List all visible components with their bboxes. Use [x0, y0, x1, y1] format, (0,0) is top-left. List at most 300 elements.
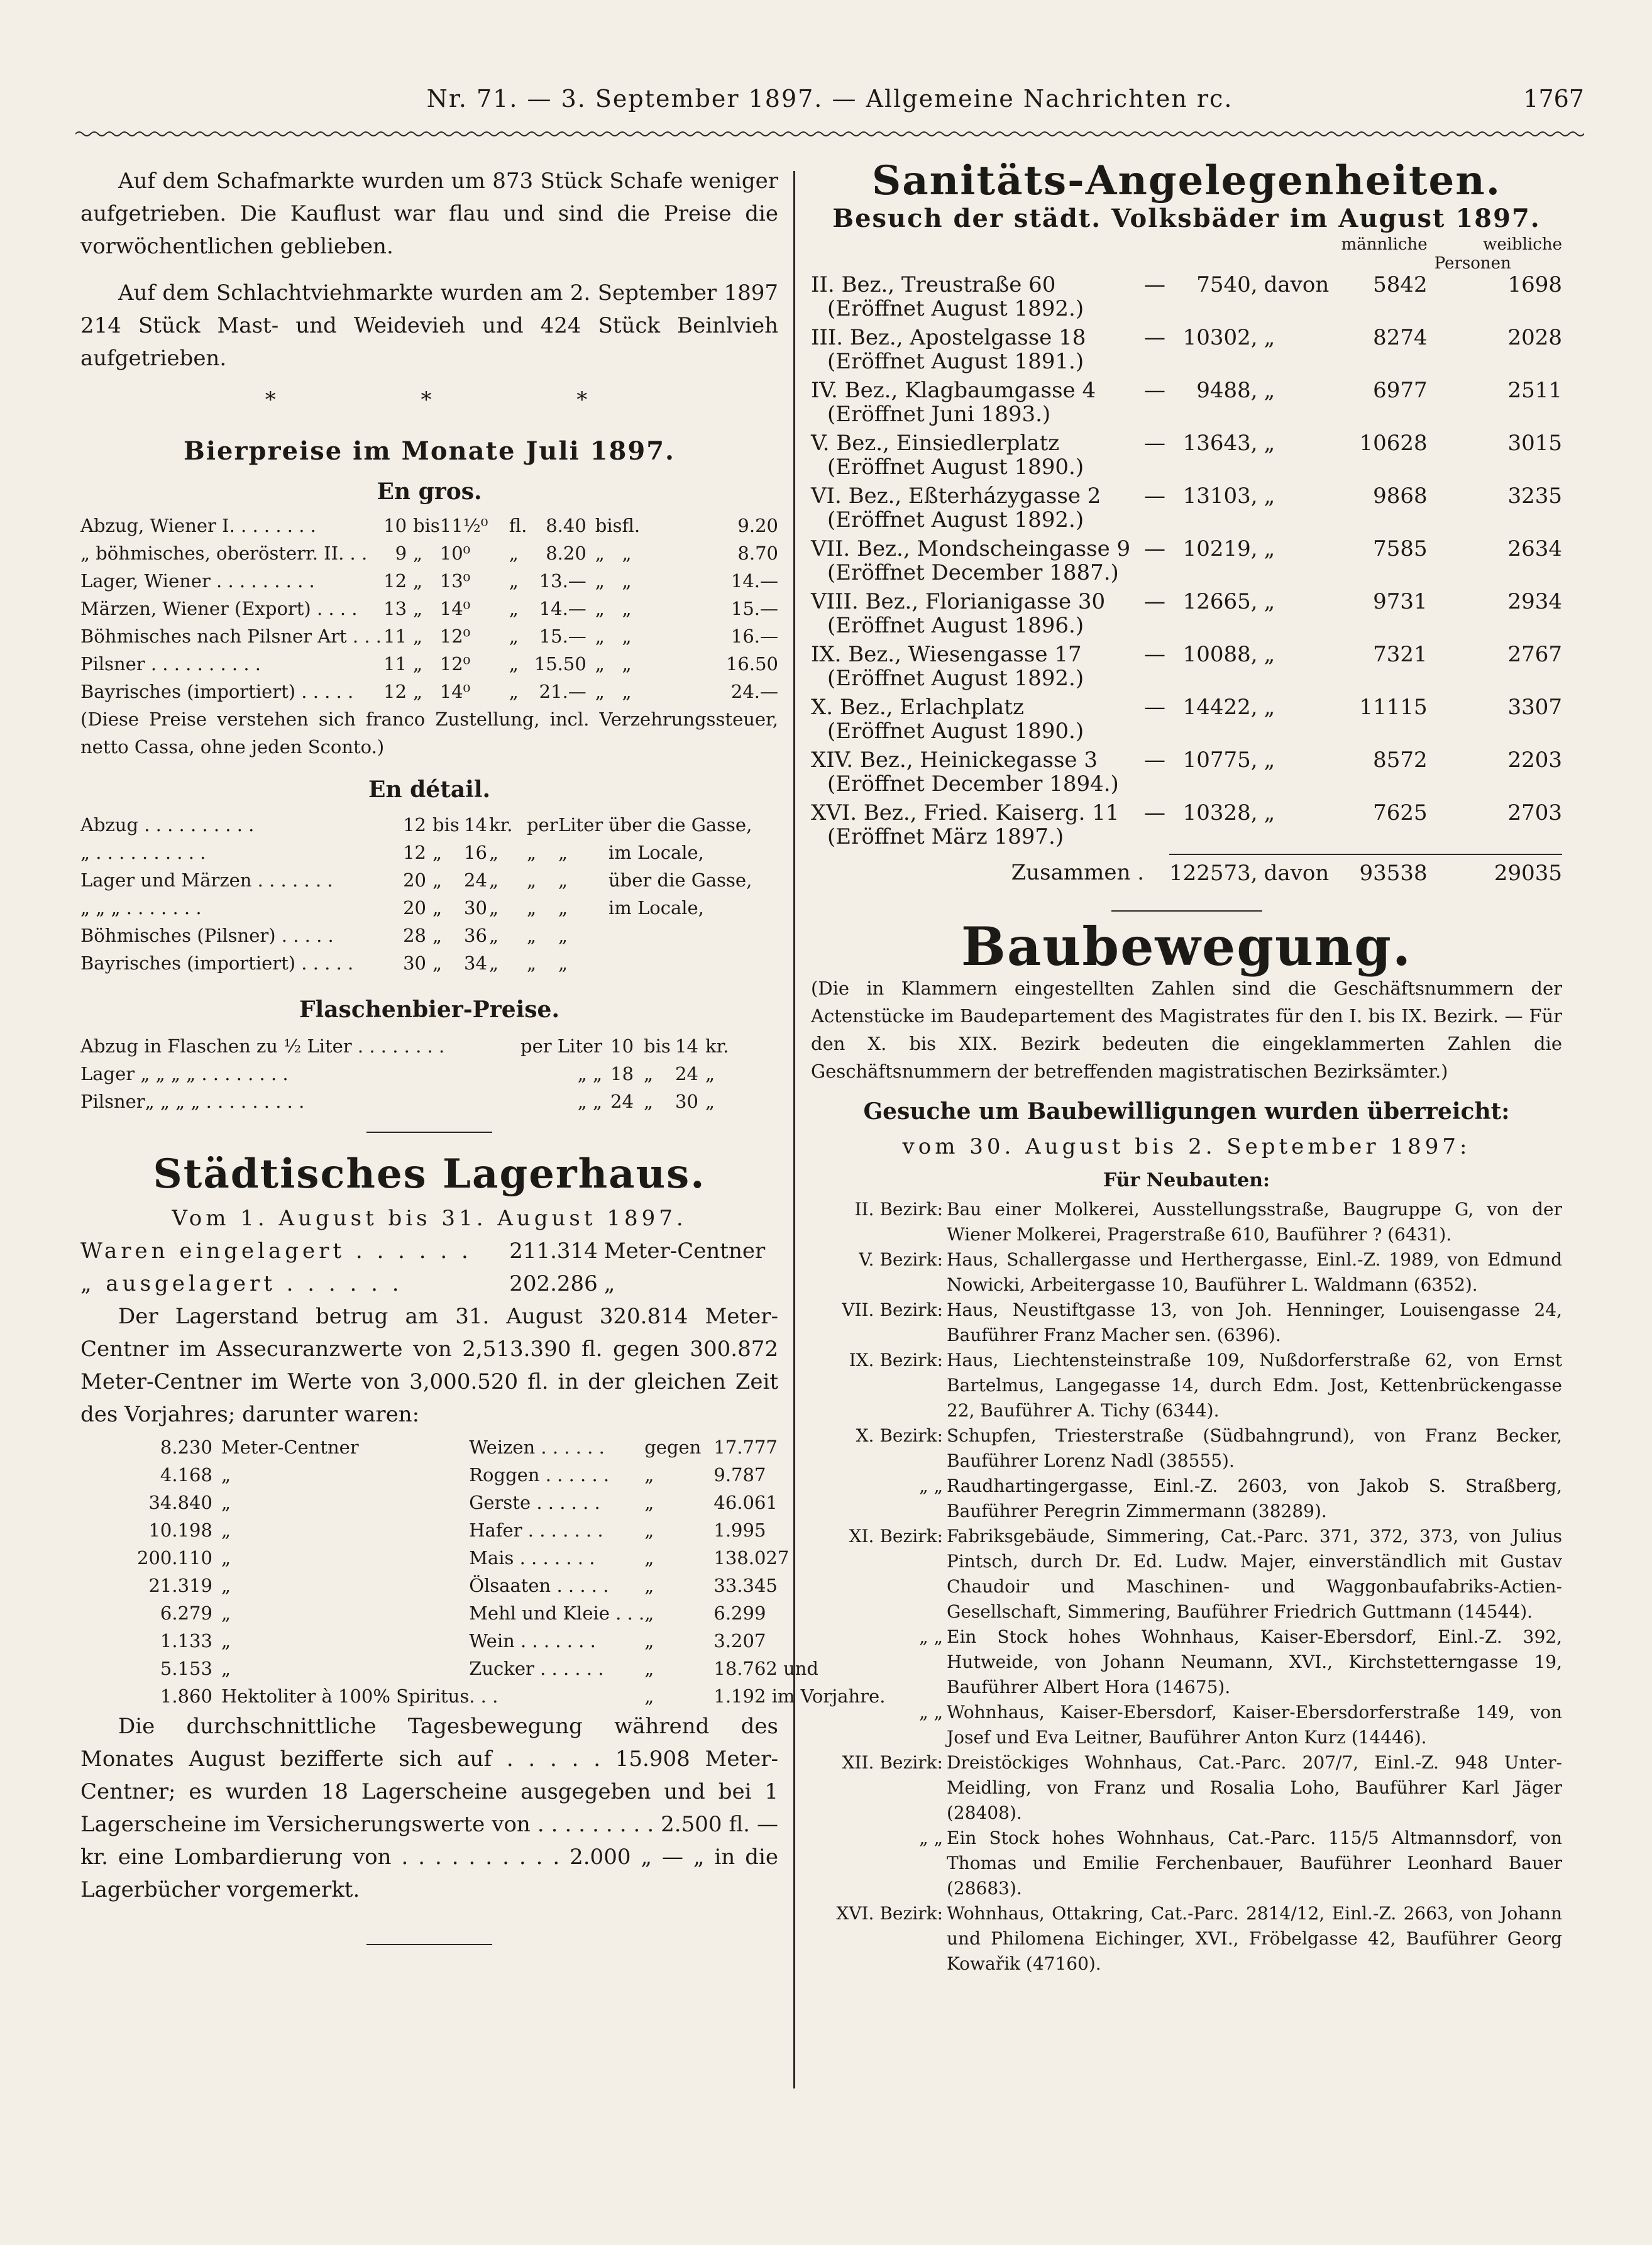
detail-row — [80, 949, 778, 977]
commodity: Gerste . . . . . . — [469, 1492, 600, 1513]
price-from: 12 — [403, 814, 426, 836]
bath-row — [811, 748, 1562, 772]
building-entry — [811, 1901, 1562, 1977]
price-from: 18 — [610, 1063, 634, 1084]
col-persons-header: Personen — [1434, 254, 1511, 273]
compare: gegen — [644, 1437, 702, 1458]
visitors-female: 1698 — [1507, 272, 1562, 297]
per-liter: „ „ — [577, 1063, 603, 1084]
bath-row — [811, 801, 1562, 825]
davon: davon — [1264, 272, 1330, 297]
beer-prices-title: Bierpreise im Monate Juli 1897. — [184, 436, 675, 466]
bath-opened: (Eröffnet August 1892.) — [827, 666, 1084, 691]
stored-out-label: „ ausgelagert . . . . . . — [80, 1271, 403, 1296]
building-entry — [811, 1524, 1562, 1624]
unit: „ — [558, 952, 568, 974]
previous-year: 138.027 — [713, 1547, 790, 1569]
degree-from: 10 — [383, 515, 407, 536]
price-to: 34 — [464, 952, 487, 974]
quantity: 6.279 — [160, 1602, 212, 1624]
currency: „ — [705, 1063, 715, 1084]
bis: „ — [413, 570, 423, 592]
stored-in-unit: Meter-Centner — [603, 1238, 766, 1264]
detail-row — [80, 866, 778, 894]
commodity-row — [137, 1461, 885, 1489]
commodity: Wein . . . . . . . — [469, 1630, 596, 1652]
engros-row — [80, 567, 778, 595]
price-to: 24 — [675, 1063, 698, 1084]
degree-from: 12 — [383, 681, 407, 702]
bis: bis — [432, 814, 460, 836]
degree-to: 12⁰ — [439, 626, 471, 647]
price-to: 16.— — [730, 626, 778, 647]
column-divider — [793, 171, 795, 2088]
unit: „ — [221, 1520, 231, 1541]
currency: fl. — [509, 515, 527, 536]
detail-row — [80, 811, 778, 839]
visitors-female: 2634 — [1507, 536, 1562, 561]
price-from: 12 — [403, 842, 426, 863]
engros-row — [80, 650, 778, 678]
bis: „ — [413, 598, 423, 619]
quantity: 200.110 — [137, 1547, 212, 1569]
visitors-male: 9731 — [1373, 589, 1428, 614]
sum-label: Zusammen . — [1011, 860, 1144, 885]
unit: „ — [558, 869, 568, 891]
currency: „ — [622, 653, 632, 675]
bath-opened: (Eröffnet August 1890.) — [827, 455, 1084, 480]
commodity-row — [137, 1489, 885, 1516]
stored-out-unit: „ — [603, 1271, 615, 1296]
commodity-row — [137, 1572, 885, 1599]
visitors-male: 7321 — [1373, 642, 1428, 667]
bath-location: VIII. Bez., Florianigasse 30 — [811, 589, 1106, 614]
previous-year: 18.762 und — [713, 1658, 818, 1679]
bis: „ — [644, 1091, 654, 1112]
building-entry — [811, 1423, 1562, 1474]
engros-row — [80, 512, 778, 539]
currency: „ — [622, 681, 632, 702]
engros-table — [80, 512, 778, 705]
degree-to: 13⁰ — [439, 570, 471, 592]
bath-opened-row — [811, 402, 1562, 431]
compare: „ — [644, 1575, 654, 1596]
visitors-total: 7540, — [1196, 272, 1258, 297]
previous-year: 3.207 — [713, 1630, 766, 1652]
currency: kr. — [489, 814, 513, 836]
bath-sum-row — [811, 854, 1562, 885]
bath-opened-row — [811, 455, 1562, 484]
davon: „ — [1264, 378, 1275, 403]
commodity-row — [137, 1544, 885, 1572]
visitors-female: 3015 — [1507, 431, 1562, 456]
district: IX. Bezirk: — [849, 1350, 943, 1371]
sale-place — [608, 922, 778, 949]
right-column — [811, 157, 1562, 1977]
building-period: vom 30. August bis 2. September 1897: — [902, 1134, 1471, 1159]
bath-opened: (Eröffnet December 1894.) — [827, 771, 1119, 797]
commodity-row — [137, 1627, 885, 1655]
visitors-total: 14422, — [1182, 695, 1258, 720]
commodity: Ölsaaten . . . . . — [469, 1575, 609, 1596]
bis: „ — [413, 681, 423, 702]
beer-type: Pilsner . . . . . . . . . . — [80, 653, 262, 675]
visitors-female: 2203 — [1507, 747, 1562, 773]
davon: „ — [1264, 800, 1275, 825]
commodity-table — [137, 1433, 885, 1710]
entry-text: Haus, Schallergasse und Herthergasse, Einl.-Z. 1989, von Edmund Nowicki, Arbeitergasse 10, Bauführer L. Waldmann (6352). — [947, 1249, 1562, 1295]
bath-opened-row — [811, 561, 1562, 590]
bis: „ — [595, 543, 605, 564]
bath-location: XIV. Bez., Heinickegasse 3 — [811, 747, 1098, 773]
building-entry — [811, 1197, 1562, 1247]
bath-row — [811, 695, 1562, 719]
bath-opened: (Eröffnet December 1887.) — [827, 560, 1119, 585]
previous-year: 17.777 — [713, 1437, 778, 1458]
visitors-male: 5842 — [1373, 272, 1428, 297]
entry-text: Wohnhaus, Ottakring, Cat.-Parc. 2814/12, Einl.-Z. 2663, von Johann und Philomena Eichinger, XVI., Fröbelgasse 42, Bauführer Georg Kowařik (47160). — [947, 1903, 1562, 1974]
currency: kr. — [705, 1035, 729, 1057]
sum-female: 29035 — [1428, 854, 1562, 885]
bis: bis — [413, 515, 440, 536]
currency: fl. — [622, 515, 641, 536]
bath-location: IV. Bez., Klagbaumgasse 4 — [811, 378, 1096, 403]
unit: „ — [221, 1575, 231, 1596]
warehouse-daily-paragraph: Die durchschnittliche Tagesbewegung während des Monates August bezifferte sich auf . . . . . 15.908 Meter-Centner; es wurden 18 Lagerscheine ausgegeben und bei 1 Lagerscheine im Versicherungswerte von . . . . . . . . . 2.500 fl. — kr. eine Lombardierung von . . . . . . . . . . 2.000 „ — „ in die Lagerbücher vorgemerkt. — [80, 1714, 778, 1902]
bath-opened-row — [811, 719, 1562, 748]
price-to: 15.— — [730, 598, 778, 619]
bath-opened: (Eröffnet August 1891.) — [827, 349, 1084, 374]
beer-type: Bayrisches (importiert) . . . . . — [80, 681, 354, 702]
visitors-male: 8572 — [1373, 747, 1428, 773]
beer-type: Märzen, Wiener (Export) . . . . — [80, 598, 358, 619]
detail-row — [80, 922, 778, 949]
bath-row — [811, 431, 1562, 455]
visitors-male: 7625 — [1373, 800, 1428, 825]
unit: Meter-Centner — [221, 1437, 359, 1458]
beer-type: Lager, Wiener . . . . . . . . . — [80, 570, 315, 592]
district: „ „ — [919, 1626, 943, 1647]
district: XII. Bezirk: — [842, 1752, 943, 1773]
currency: „ — [622, 543, 632, 564]
unit: „ — [221, 1630, 231, 1652]
quantity: 4.168 — [160, 1464, 212, 1486]
entry-text: Fabriksgebäude, Simmering, Cat.-Parc. 371, 372, 373, von Julius Pintsch, durch Dr. Ed. Ludw. Majer, einverständlich mit Gustav Chaudoir und Maschinen- und Waggonbaufabriks-Actien-Gesellschaft, Simmering, Bauführer Friedrich Guttmann (14544). — [947, 1526, 1562, 1622]
bath-opened: (Eröffnet August 1892.) — [827, 296, 1084, 321]
visitors-male: 6977 — [1373, 378, 1428, 403]
visitors-total: 10088, — [1182, 642, 1258, 667]
page-number: 1767 — [1523, 85, 1584, 113]
bath-opened-row — [811, 508, 1562, 537]
bath-location: V. Bez., Einsiedlerplatz — [811, 431, 1060, 456]
per: „ — [527, 952, 537, 974]
currency: „ — [509, 681, 519, 702]
degree-to: 11½⁰ — [439, 515, 488, 536]
davon: „ — [1264, 695, 1275, 720]
bis: „ — [432, 897, 443, 918]
unit: „ — [558, 897, 568, 918]
building-entry — [811, 1247, 1562, 1298]
per: „ — [527, 897, 537, 918]
quantity: 34.840 — [148, 1492, 212, 1513]
bath-opened-row — [811, 350, 1562, 378]
currency: „ — [509, 653, 519, 675]
beer-type: Abzug . . . . . . . . . . — [80, 814, 255, 836]
per-liter: per Liter — [520, 1035, 603, 1057]
commodity-row — [137, 1655, 885, 1682]
bath-opened-row — [811, 297, 1562, 326]
sum-total: 122573, — [1169, 854, 1258, 885]
dash: — — [1144, 272, 1165, 297]
price-from: 28 — [403, 925, 426, 946]
entry-text: Raudhartingergasse, Einl.-Z. 2603, von Jakob S. Straßberg, Bauführer Peregrin Zimmermann (38289). — [947, 1476, 1562, 1521]
visitors-total: 10302, — [1182, 325, 1258, 350]
detail-table — [80, 811, 778, 977]
bath-opened: (Eröffnet August 1896.) — [827, 613, 1084, 638]
unit: „ — [221, 1492, 231, 1513]
baths-header-row — [811, 235, 1562, 254]
section-divider — [1111, 910, 1262, 912]
bis: „ — [595, 570, 605, 592]
currency: „ — [489, 897, 499, 918]
compare: „ — [644, 1602, 654, 1624]
visitors-male: 7585 — [1373, 536, 1428, 561]
warehouse-movement — [80, 1235, 778, 1300]
quantity: 5.153 — [160, 1658, 212, 1679]
bath-location: VI. Bez., Eßterházygasse 2 — [811, 483, 1101, 509]
degree-from: 11 — [383, 653, 407, 675]
bath-opened: (Eröffnet August 1892.) — [827, 507, 1084, 532]
bis: „ — [595, 681, 605, 702]
commodity: Hafer . . . . . . . — [469, 1520, 603, 1541]
dash: — — [1144, 378, 1165, 403]
unit: „ — [221, 1602, 231, 1624]
sale-place: über die Gasse, — [608, 869, 752, 891]
entry-text: Ein Stock hohes Wohnhaus, Cat.-Parc. 115/5 Altmannsdorf, von Thomas und Emilie Ferchenbauer, Bauführer Leonhard Bauer (28683). — [947, 1828, 1562, 1899]
district: „ „ — [919, 1476, 943, 1496]
visitors-female: 3307 — [1507, 695, 1562, 720]
quantity: 1.860 — [160, 1685, 212, 1707]
davon: „ — [1264, 325, 1275, 350]
bis: „ — [595, 598, 605, 619]
beer-type: Böhmisches nach Pilsner Art . . . — [80, 626, 382, 647]
previous-year: 1.995 — [713, 1520, 766, 1541]
currency: „ — [622, 570, 632, 592]
degree-from: 9 — [395, 543, 407, 564]
previous-year: 1.192 im Vorjahre. — [713, 1685, 886, 1707]
entry-text: Bau einer Molkerei, Ausstellungsstraße, Baugruppe G, von der Wiener Molkerei, Pragerstraße 610, Bauführer ? (6431). — [947, 1199, 1562, 1245]
price-to: 36 — [464, 925, 487, 946]
building-entry — [811, 1348, 1562, 1423]
quantity: 21.319 — [148, 1575, 212, 1596]
price-from: 14.— — [539, 598, 586, 619]
sale-place — [608, 949, 778, 977]
dash: — — [1144, 695, 1165, 720]
baths-header-row — [811, 254, 1562, 273]
currency: „ — [622, 626, 632, 647]
visitors-total: 10219, — [1182, 536, 1258, 561]
entry-text: Ein Stock hohes Wohnhaus, Kaiser-Ebersdorf, Einl.-Z. 392, Hutweide, von Johann Neumann, XVI., Kirchstetterngasse 19, Bauführer Albert Hora (14675). — [947, 1626, 1562, 1697]
baths-table — [811, 235, 1562, 885]
beer-type: Abzug in Flaschen zu ½ Liter . . . . . . . . — [80, 1035, 445, 1057]
section-stars: * * * — [265, 387, 657, 412]
stored-in-row — [80, 1235, 778, 1267]
cattle-market-paragraph: Auf dem Schlachtviehmarkte wurden am 2. September 1897 214 Stück Mast- und Weidevieh und 424 Stück Beinlvieh aufgetrieben. — [80, 280, 778, 371]
degree-from: 11 — [383, 626, 407, 647]
section-divider — [366, 1132, 492, 1133]
bis: „ — [432, 842, 443, 863]
district: X. Bezirk: — [856, 1425, 943, 1446]
quantity: 10.198 — [148, 1520, 212, 1541]
previous-year: 46.061 — [713, 1492, 778, 1513]
visitors-total: 12665, — [1182, 589, 1258, 614]
unit: „ — [558, 842, 568, 863]
visitors-total: 13643, — [1182, 431, 1258, 456]
per: „ — [527, 842, 537, 863]
bis: „ — [644, 1063, 654, 1084]
new-buildings-heading: Für Neubauten: — [1103, 1169, 1270, 1191]
visitors-total: 13103, — [1182, 483, 1258, 509]
sheep-market-paragraph: Auf dem Schafmarkte wurden um 873 Stück Schafe weniger aufgetrieben. Die Kauflust war flau und sind die Preise die vorwöchentlichen geblieben. — [80, 168, 778, 259]
header-wavy-rule — [75, 129, 1584, 139]
price-to: 14.— — [730, 570, 778, 592]
district: XI. Bezirk: — [849, 1526, 943, 1547]
price-from: 30 — [403, 952, 426, 974]
beer-type: Lager und Märzen . . . . . . . — [80, 869, 333, 891]
warehouse-stock-paragraph: Der Lagerstand betrug am 31. August 320.814 Meter-Centner im Assecuranzwerte von 2,513.390 fl. gegen 300.872 Meter-Centner im Werte von 3,000.520 fl. in der gleichen Zeit des Vorjahres; darunter waren: — [80, 1304, 778, 1427]
district: V. Bezirk: — [859, 1249, 943, 1270]
price-from: 8.20 — [546, 543, 586, 564]
building-entry — [811, 1624, 1562, 1700]
commodity: Roggen . . . . . . — [469, 1464, 610, 1486]
district: II. Bezirk: — [854, 1199, 943, 1220]
unit: Hektoliter à 100% Spiritus — [221, 1685, 470, 1707]
entry-text: Dreistöckiges Wohnhaus, Cat.-Parc. 207/7, Einl.-Z. 948 Unter-Meidling, von Franz und Rosalia Loho, Bauführer Karl Jäger (28408). — [947, 1752, 1562, 1823]
entry-text: Schupfen, Triesterstraße (Südbahngrund), von Franz Becker, Bauführer Lorenz Nadl (38555). — [947, 1425, 1562, 1471]
davon: „ — [1264, 483, 1275, 509]
visitors-female: 2028 — [1507, 325, 1562, 350]
bis: „ — [432, 952, 443, 974]
currency: „ — [489, 842, 499, 863]
detail-row — [80, 839, 778, 866]
dash: — — [1144, 325, 1165, 350]
visitors-total: 10775, — [1182, 747, 1258, 773]
commodity: Zucker . . . . . . — [469, 1658, 604, 1679]
bis: „ — [413, 653, 423, 675]
per-liter: „ „ — [577, 1091, 603, 1112]
commodity: Weizen . . . . . . — [469, 1437, 605, 1458]
bath-row — [811, 590, 1562, 614]
engros-row — [80, 678, 778, 705]
quantity: 1.133 — [160, 1630, 212, 1652]
bath-row — [811, 484, 1562, 508]
price-from: 20 — [403, 897, 426, 918]
commodity-row — [137, 1599, 885, 1627]
warehouse-title: Städtisches Lagerhaus. — [153, 1150, 706, 1198]
commodity-row — [137, 1516, 885, 1544]
beer-type: „ böhmisches, oberösterr. II. . . — [80, 543, 368, 564]
davon: „ — [1264, 589, 1275, 614]
davon: „ — [1264, 536, 1275, 561]
bottle-row — [80, 1088, 778, 1115]
price-from: 21.— — [539, 681, 586, 702]
currency: „ — [509, 543, 519, 564]
currency: „ — [705, 1091, 715, 1112]
per: „ — [527, 925, 537, 946]
building-entries — [811, 1197, 1562, 1977]
quantity: 8.230 — [160, 1437, 212, 1458]
bottle-beer-heading: Flaschenbier-Preise. — [299, 996, 559, 1023]
previous-year: 33.345 — [713, 1575, 778, 1596]
beer-type: Bayrisches (importiert) . . . . . — [80, 952, 354, 974]
previous-year: 6.299 — [713, 1602, 766, 1624]
currency: „ — [622, 598, 632, 619]
price-from: 20 — [403, 869, 426, 891]
commodity: . . . — [469, 1685, 498, 1707]
currency: „ — [489, 869, 499, 891]
building-entry — [811, 1474, 1562, 1524]
visitors-female: 2511 — [1507, 378, 1562, 403]
bath-row — [811, 326, 1562, 350]
price-from: 10 — [610, 1035, 634, 1057]
building-subtitle: Gesuche um Baubewilligungen wurden überreicht: — [863, 1098, 1510, 1125]
davon: davon — [1258, 854, 1333, 885]
sale-place: im Locale, — [608, 842, 704, 863]
engros-row — [80, 622, 778, 650]
per: „ — [527, 869, 537, 891]
bottle-table — [80, 1032, 778, 1115]
dash: — — [1144, 589, 1165, 614]
bis: „ — [413, 543, 423, 564]
dash — [1144, 854, 1169, 885]
price-to: 24 — [464, 869, 487, 891]
visitors-female: 2934 — [1507, 589, 1562, 614]
visitors-total: 9488, — [1196, 378, 1258, 403]
district: XVI. Bezirk: — [836, 1903, 943, 1924]
price-from: 8.40 — [546, 515, 586, 536]
unit: „ — [558, 925, 568, 946]
entry-text: Haus, Neustiftgasse 13, von Joh. Henninger, Louisengasse 24, Bauführer Franz Macher sen. (6396). — [947, 1299, 1562, 1345]
beer-type: „ „ „ . . . . . . . — [80, 897, 202, 918]
engros-note: (Diese Preise verstehen sich franco Zustellung, incl. Verzehrungssteuer, netto Cassa, ohne jeden Sconto.) — [80, 709, 778, 758]
dash: — — [1144, 483, 1165, 509]
price-to: 16.50 — [725, 653, 778, 675]
district: „ „ — [919, 1702, 943, 1723]
currency: „ — [509, 598, 519, 619]
engros-row — [80, 595, 778, 622]
compare: „ — [644, 1520, 654, 1541]
bath-opened-row — [811, 825, 1562, 854]
commodity: Mehl und Kleie . . . — [469, 1602, 645, 1624]
bath-opened: (Eröffnet Juni 1893.) — [827, 402, 1051, 427]
bis: bis — [595, 515, 622, 536]
beer-type: Abzug, Wiener I. . . . . . . . — [80, 515, 316, 536]
price-to: 14 — [675, 1035, 698, 1057]
dash: — — [1144, 431, 1165, 456]
visitors-male: 8274 — [1373, 325, 1428, 350]
price-to: 8.70 — [737, 543, 778, 564]
compare: „ — [644, 1492, 654, 1513]
bis: „ — [595, 626, 605, 647]
beer-type: Pilsner„ „ „ „ . . . . . . . . . — [80, 1091, 305, 1112]
detail-heading: En détail. — [368, 776, 491, 803]
degree-to: 10⁰ — [439, 543, 471, 564]
district: „ „ — [919, 1828, 943, 1848]
detail-row — [80, 894, 778, 922]
visitors-female: 2767 — [1507, 642, 1562, 667]
engros-row — [80, 539, 778, 567]
bath-opened-row — [811, 614, 1562, 643]
